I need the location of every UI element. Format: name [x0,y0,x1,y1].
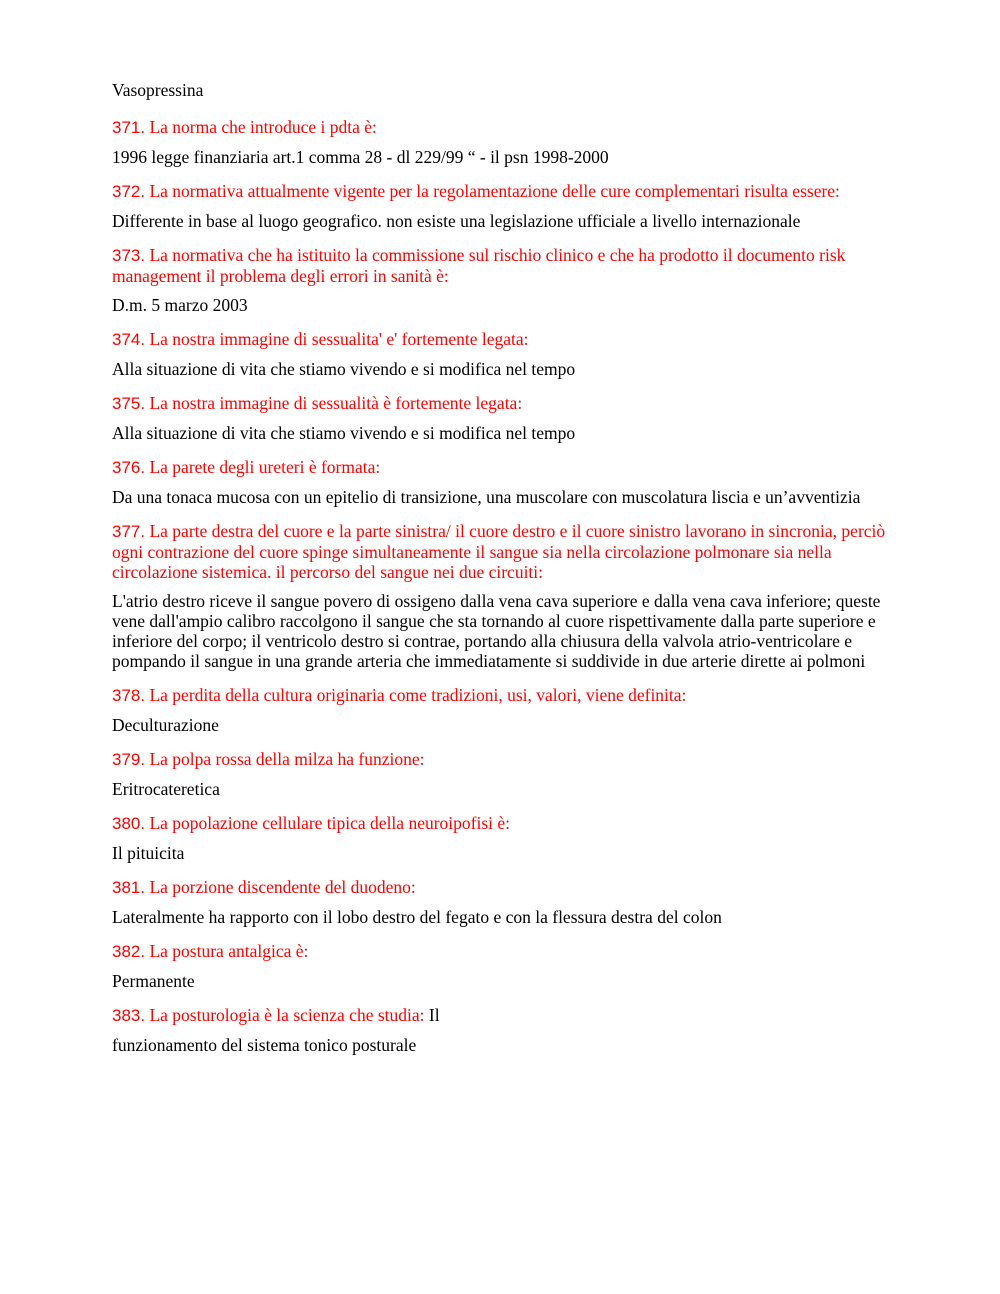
qa-item-376 [112,457,902,507]
question-text [112,329,902,350]
question-number: 380. [112,814,146,833]
qa-item-380 [112,813,902,863]
question-text [112,181,902,202]
question-text [112,685,902,706]
question-text [112,749,902,770]
answer-text: Alla situazione di vita che stiamo vivendo e si modifica nel tempo [112,359,576,379]
question-text [112,245,902,286]
question-number: 374. [112,330,146,349]
qa-item-374 [112,329,902,379]
question-label: La perdita della cultura originaria come tradizioni, usi, valori, viene definita: [145,685,687,705]
question-text [112,117,902,138]
question-text [112,393,902,414]
answer-text: L'atrio destro riceve il sangue povero di ossigeno dalla vena cava superiore e dalla vena cava inferiore; queste vene dall'ampio calibro raccolgono il sangue che sta tornando al cuore rispettivamente dalla parte superiore e inferiore del corpo; il ventricolo destro si contrae, portando alla chiusura della valvola atrio-ventricolare e pompando il sangue in una grande arteria che immediatamente si suddivide in due arterie dirette ai polmoni [112,591,881,671]
question-number: 376. [112,458,146,477]
answer-text: Lateralmente ha rapporto con il lobo destro del fegato e con la flessura destra del colon [112,907,722,927]
qa-item-379 [112,749,902,799]
question-number: 377. [112,522,146,541]
qa-item-375 [112,393,902,443]
question-number: 382. [112,942,146,961]
question-number: 379. [112,750,146,769]
question-label: La porzione discendente del duodeno: [145,877,416,897]
answer-text: funzionamento del sistema tonico posturale [112,1035,417,1055]
answer-text: Eritrocateretica [112,779,220,799]
answer-text: D.m. 5 marzo 2003 [112,295,248,315]
qa-item-382 [112,941,902,991]
question-label: La parte destra del cuore e la parte sinistra/ il cuore destro e il cuore sinistro lavorano in sincronia, perciò ogni contrazione del cuore spinge simultaneamente il sangue sia nella circolazione polmonare sia nella circolazione sistemica. il percorso del sangue nei due circuiti: [112,521,886,582]
answer-text: Alla situazione di vita che stiamo vivendo e si modifica nel tempo [112,423,576,443]
answer-text: Da una tonaca mucosa con un epitelio di transizione, una muscolare con muscolatura liscia e un’avventizia [112,487,861,507]
qa-item-372 [112,181,902,231]
qa-item-377 [112,521,902,671]
question-number: 378. [112,686,146,705]
question-text [112,521,902,582]
question-text [112,457,902,478]
qa-item-383 [112,1005,902,1055]
question-number: 371. [112,118,146,137]
question-number: 383. [112,1006,146,1025]
question-number: 375. [112,394,146,413]
question-text [112,813,902,834]
inline-answer-text: Il [424,1005,440,1025]
question-number: 372. [112,182,146,201]
question-label: La posturologia è la scienza che studia: [145,1005,425,1025]
answer-text: Deculturazione [112,715,219,735]
answer-text: Il pituicita [112,843,185,863]
qa-item-371 [112,117,902,167]
question-label: La nostra immagine di sessualità è fortemente legata: [145,393,523,413]
question-text [112,1005,902,1026]
question-text [112,941,902,962]
document-content [112,80,902,1069]
question-label: La norma che introduce i pdta è: [145,117,377,137]
qa-item-378 [112,685,902,735]
question-number: 381. [112,878,146,897]
qa-item-373 [112,245,902,315]
question-label: La normativa attualmente vigente per la regolamentazione delle cure complementari risulta essere: [145,181,840,201]
answer-text: Permanente [112,971,195,991]
question-label: La normativa che ha istituito la commissione sul rischio clinico e che ha prodotto il documento risk management il problema degli errori in sanità è: [112,245,846,286]
question-label: La nostra immagine di sessualita' e' fortemente legata: [145,329,529,349]
answer-text: Differente in base al luogo geografico. non esiste una legislazione ufficiale a livello internazionale [112,211,801,231]
answer-text: 1996 legge finanziaria art.1 comma 28 - dl 229/99 “ - il psn 1998-2000 [112,147,609,167]
question-label: La popolazione cellulare tipica della neuroipofisi è: [145,813,511,833]
question-text [112,877,902,898]
answer-text: Vasopressina [112,80,204,100]
qa-item-381 [112,877,902,927]
question-number: 373. [112,246,146,265]
question-label: La polpa rossa della milza ha funzione: [145,749,425,769]
question-label: La postura antalgica è: [145,941,309,961]
question-label: La parete degli ureteri è formata: [145,457,381,477]
